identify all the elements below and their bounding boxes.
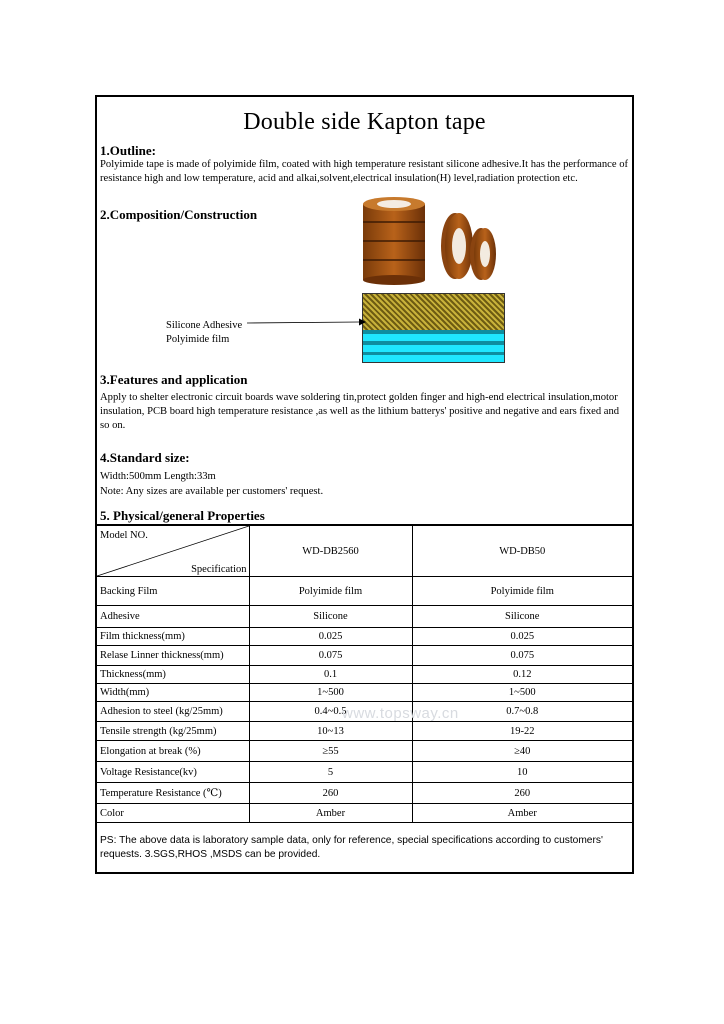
table-row — [97, 741, 632, 762]
standard-size-line1: Width:500mm Length:33m — [100, 471, 216, 482]
label-polyimide-film: Polyimide film — [166, 334, 230, 345]
footnote: PS: The above data is laboratory sample data, only for reference, special specifications according to customers' requests. 3.SGS,RHOS ,MSDS can be provided. — [100, 835, 603, 860]
row-value-2: 0.025 — [412, 628, 632, 646]
row-value-1: Amber — [249, 804, 412, 823]
header-model-label: Model NO. — [100, 530, 148, 541]
row-label: Backing Film — [97, 577, 249, 606]
row-value-1: 0.075 — [249, 646, 412, 666]
properties-heading: 5. Physical/general Properties — [100, 508, 265, 523]
row-value-1: 0.4~0.5 — [249, 702, 412, 722]
table-row — [97, 722, 632, 741]
row-value-2: 0.075 — [412, 646, 632, 666]
row-value-1: 1~500 — [249, 684, 412, 702]
row-value-2: Silicone — [412, 606, 632, 628]
row-value-2: 0.7~0.8 — [412, 702, 632, 722]
row-label: Relase Linner thickness(mm) — [97, 646, 249, 666]
row-value-2: 1~500 — [412, 684, 632, 702]
row-value-1: 0.025 — [249, 628, 412, 646]
table-row — [97, 666, 632, 684]
features-text: Apply to shelter electronic circuit boards wave soldering tin,protect golden finger and high-end electrical insulation,motor insulation, PCB board high temperature resistance ,as well as the lithium batterys' positive and negative and ears fixed and so on. — [100, 392, 620, 431]
table-row — [97, 628, 632, 646]
row-label: Temperature Resistance (℃) — [97, 783, 249, 804]
document-title: Double side Kapton tape — [243, 109, 486, 135]
row-value-2: ≥40 — [412, 741, 632, 762]
row-value-2: 260 — [412, 783, 632, 804]
table-row — [97, 783, 632, 804]
row-label: Voltage Resistance(kv) — [97, 762, 249, 783]
table-row — [97, 646, 632, 666]
properties-table — [97, 524, 632, 823]
pointer-arrow-icon — [247, 317, 367, 329]
row-label: Elongation at break (%) — [97, 741, 249, 762]
table-row — [97, 606, 632, 628]
row-value-1: 5 — [249, 762, 412, 783]
standard-size-line2: Note: Any sizes are available per customers' request. — [100, 486, 324, 497]
model-header-2: WD-DB50 — [412, 525, 632, 577]
model-header-1: WD-DB2560 — [249, 525, 412, 577]
spec-sheet — [95, 95, 634, 874]
layer-structure-diagram — [362, 293, 505, 363]
table-row — [97, 804, 632, 823]
row-label: Width(mm) — [97, 684, 249, 702]
table-row — [97, 577, 632, 606]
row-value-2: Amber — [412, 804, 632, 823]
row-value-1: 0.1 — [249, 666, 412, 684]
label-silicone-adhesive: Silicone Adhesive — [166, 320, 243, 331]
header-corner-cell — [97, 525, 249, 577]
row-label: Tensile strength (kg/25mm) — [97, 722, 249, 741]
row-value-2: Polyimide film — [412, 577, 632, 606]
composition-heading: 2.Composition/Construction — [100, 207, 258, 222]
row-label: Film thickness(mm) — [97, 628, 249, 646]
row-value-1: Polyimide film — [249, 577, 412, 606]
row-label: Thickness(mm) — [97, 666, 249, 684]
row-value-1: ≥55 — [249, 741, 412, 762]
table-header-row — [97, 525, 632, 577]
row-value-1: 260 — [249, 783, 412, 804]
row-label: Color — [97, 804, 249, 823]
watermark-text: www.topsway.cn — [342, 705, 459, 722]
outline-text: Polyimide tape is made of polyimide film, coated with high temperature resistant silicone adhesive.It has the performance of resistance high and low temperature, acid and alkai,solvent,electrical insulation(H) level,radiation protection etc. — [100, 159, 629, 184]
table-row — [97, 684, 632, 702]
features-heading: 3.Features and application — [100, 372, 248, 387]
row-value-2: 10 — [412, 762, 632, 783]
row-value-1: 10~13 — [249, 722, 412, 741]
header-spec-label: Specification — [191, 564, 247, 575]
row-value-2: 19-22 — [412, 722, 632, 741]
row-label: Adhesive — [97, 606, 249, 628]
row-label: Adhesion to steel (kg/25mm) — [97, 702, 249, 722]
row-value-2: 0.12 — [412, 666, 632, 684]
row-value-1: Silicone — [249, 606, 412, 628]
tape-rolls-image — [359, 194, 505, 286]
outline-heading: 1.Outline: — [100, 143, 156, 158]
table-row — [97, 762, 632, 783]
standard-size-heading: 4.Standard size: — [100, 450, 190, 465]
